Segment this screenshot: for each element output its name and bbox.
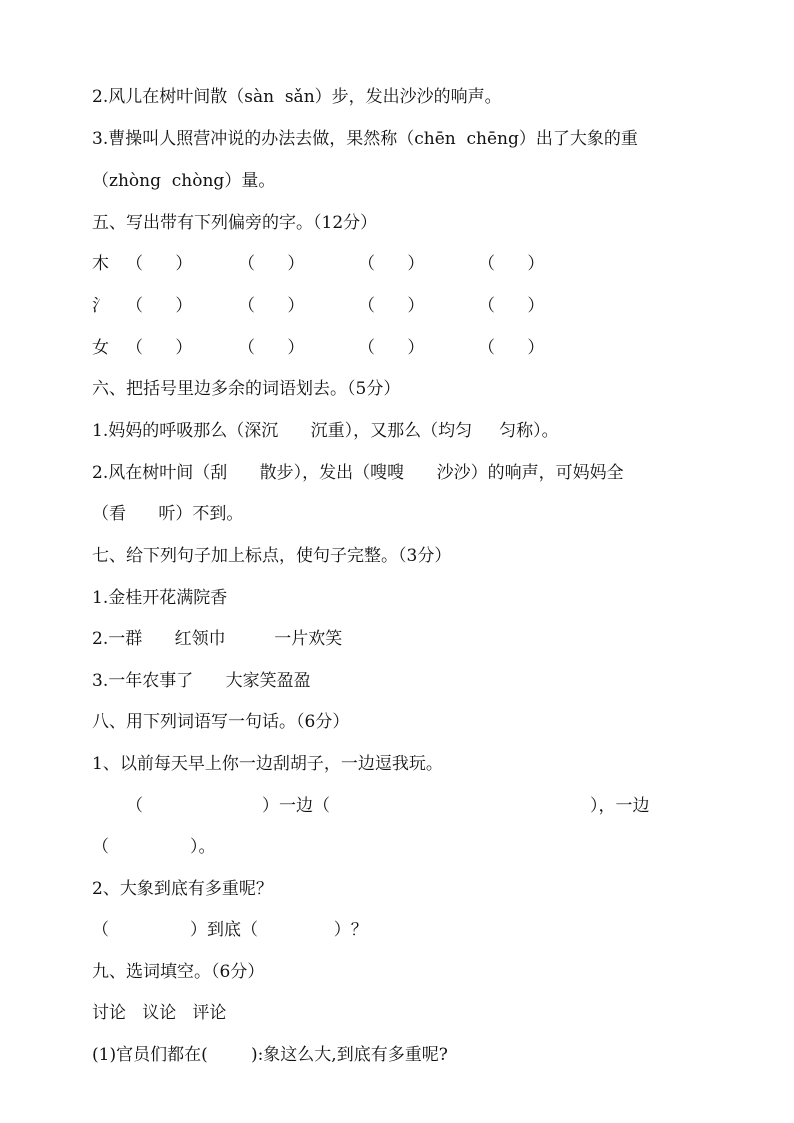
s6-title: 六、把括号里边多余的词语划去。（5分）: [92, 379, 401, 399]
blank[interactable]: （ ）: [238, 254, 305, 274]
blank[interactable]: （ ）: [238, 338, 305, 358]
s9-word-choices: 讨论 议论 评论: [92, 1003, 227, 1023]
s8-q1-open-paren[interactable]: （: [126, 796, 143, 816]
radical-wood: 木: [92, 254, 109, 274]
s7-question-2: 2.一群 红领巾 一片欢笑: [92, 629, 343, 649]
s4-question-3-line1: 3.曹操叫人照营冲说的办法去做，果然称（chēn chēng）出了大象的重: [92, 129, 638, 149]
blank[interactable]: （ ）: [478, 254, 545, 274]
s6-question-2-line1: 2.风在树叶间（刮 散步），发出（嗖嗖 沙沙）的响声，可妈妈全: [92, 463, 624, 483]
blank[interactable]: （ ）: [358, 254, 425, 274]
s8-q2-answer[interactable]: （ ）到底（ ）？: [92, 920, 368, 940]
s6-question-2-line2: （看 听）不到。: [92, 504, 244, 524]
s4-question-3-line2: （zhòng chòng）量。: [92, 171, 276, 191]
s6-question-1: 1.妈妈的呼吸那么（深沉 沉重），又那么（均匀 匀称）。: [92, 421, 559, 441]
blank[interactable]: （ ）: [478, 296, 545, 316]
s8-title: 八、用下列词语写一句话。（6分）: [92, 712, 350, 732]
radical-water: 氵: [92, 296, 109, 316]
s5-title: 五、写出带有下列偏旁的字。（12分）: [92, 213, 378, 233]
s4-question-2: 2.风儿在树叶间散（sàn sǎn）步，发出沙沙的响声。: [92, 87, 502, 107]
radical-female: 女: [92, 338, 109, 358]
blank[interactable]: （ ）: [238, 296, 305, 316]
s8-question-2: 2、大象到底有多重呢？: [92, 879, 273, 899]
s7-title: 七、给下列句子加上标点，使句子完整。（3分）: [92, 546, 452, 566]
s8-question-1: 1、以前每天早上你一边刮胡子，一边逗我玩。: [92, 754, 443, 774]
s8-q1-yibian-2[interactable]: ），一边: [590, 796, 650, 816]
s8-q1-line2[interactable]: （ ）。: [92, 837, 216, 857]
blank[interactable]: （ ）: [358, 338, 425, 358]
s7-question-1: 1.金桂开花满院香: [92, 588, 228, 608]
blank[interactable]: （ ）: [358, 296, 425, 316]
blank[interactable]: （ ）: [126, 296, 193, 316]
s8-q1-yibian[interactable]: ）一边（: [262, 796, 330, 816]
blank[interactable]: （ ）: [478, 338, 545, 358]
blank[interactable]: （ ）: [126, 254, 193, 274]
s7-question-3: 3.一年农事了 大家笑盈盈: [92, 671, 311, 691]
blank[interactable]: （ ）: [126, 338, 193, 358]
s9-title: 九、选词填空。（6分）: [92, 962, 265, 982]
s9-question-1: (1)官员们都在( ):象这么大,到底有多重呢?: [92, 1045, 448, 1065]
